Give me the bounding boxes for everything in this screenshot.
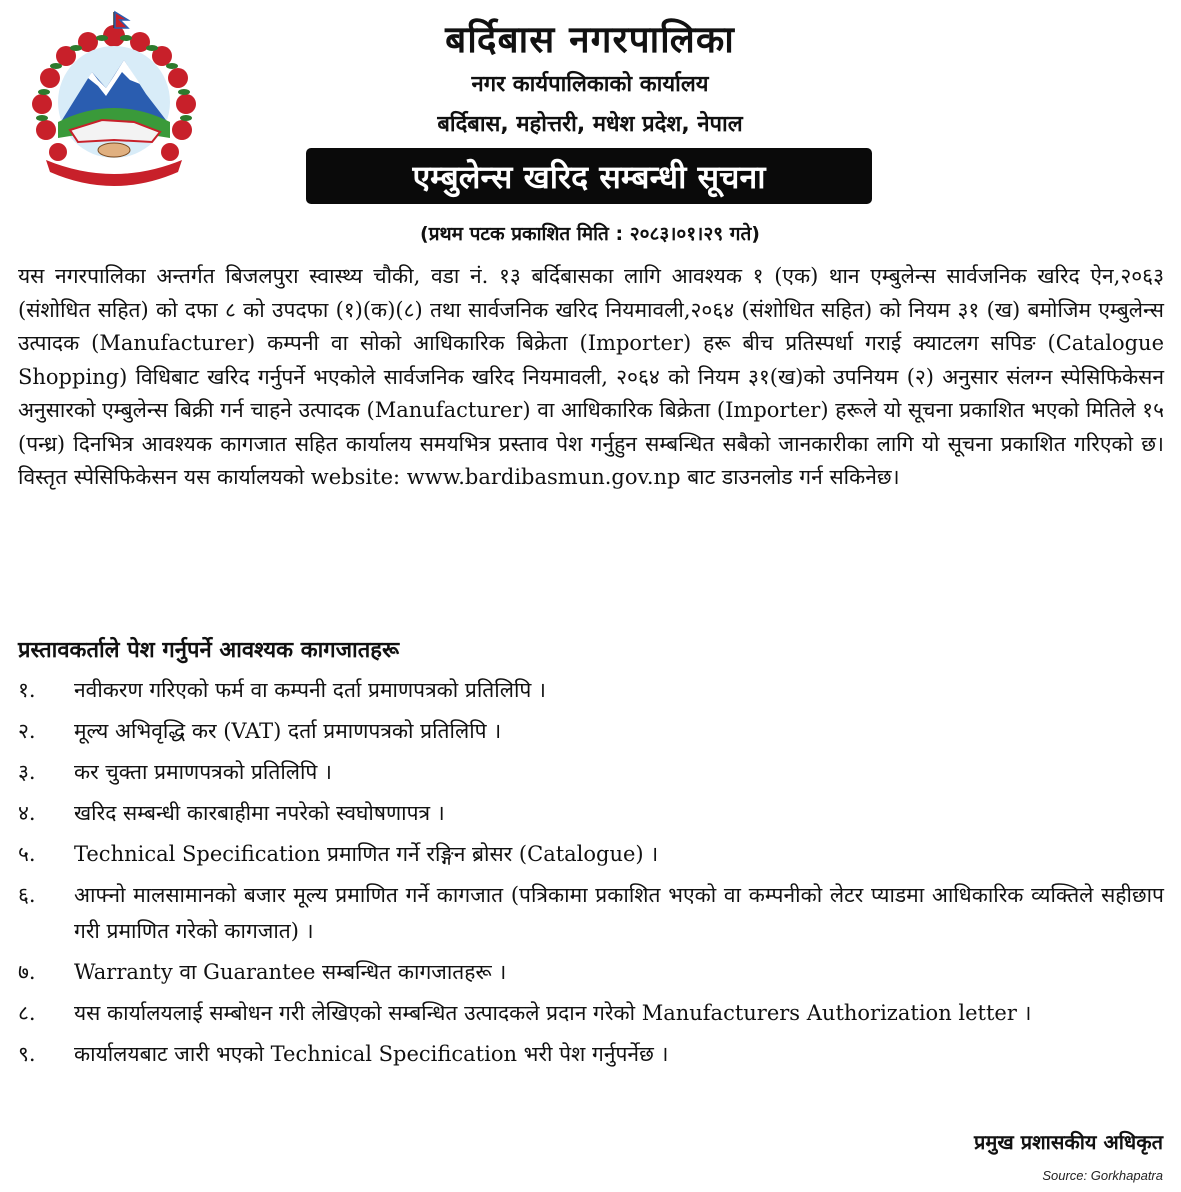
signatory-title: प्रमुख प्रशासकीय अधिकृत	[974, 1130, 1163, 1154]
list-item	[18, 995, 1164, 1031]
item-text: Warranty वा Guarantee सम्बन्धित कागजातहरू ।	[74, 960, 507, 984]
item-text: कार्यालयबाट जारी भएको Technical Specification भरी पेश गर्नुपर्नेछ ।	[74, 1042, 669, 1066]
list-item	[18, 1036, 1164, 1072]
item-number: ९.	[18, 1042, 36, 1066]
list-item	[18, 795, 1164, 831]
item-number: ४.	[18, 801, 36, 825]
item-number: १.	[18, 678, 36, 702]
item-text: Technical Specification प्रमाणित गर्ने रङ्गिन ब्रोसर (Catalogue) ।	[74, 842, 659, 866]
notice-body: यस नगरपालिका अन्तर्गत बिजलपुरा स्वास्थ्य चौकी, वडा नं. १३ बर्दिबासका लागि आवश्यक १ (एक) थान एम्बुलेन्स सार्वजनिक खरिद ऐन,२०६३ (संशोधित सहित) को दफा ८ को उपदफा (१)(क)(८) तथा सार्वजनिक खरिद नियमावली,२०६४ (संशोधित सहित) को नियम ३१ (ख) बमोजिम एम्बुलेन्स उत्पादक (Manufacturer) कम्पनी वा सोको आधिकारिक बिक्रेता (Importer) हरू बीच प्रतिस्पर्धा गराई क्याटलग सपिङ (Catalogue Shopping) विधिबाट खरिद गर्नुपर्ने भएकोले सार्वजनिक खरिद नियमावली, २०६४ को नियम ३१(ख)को उपनियम (२) अनुसार संलग्न स्पेसिफिकेसन अनुसारको एम्बुलेन्स बिक्री गर्न चाहने उत्पादक (Manufacturer) वा आधिकारिक बिक्रेता (Importer) हरूले यो सूचना प्रकाशित भएको मितिले १५ (पन्ध्र) दिनभित्र आवश्यक कागजात सहित कार्यालय समयभित्र प्रस्ताव पेश गर्नुहुन सम्बन्धित सबैको जानकारीका लागि यो सूचना प्रकाशित गरिएको छ। विस्तृत स्पेसिफिकेसन यस कार्यालयको website: www.bardibasmun.gov.np बाट डाउनलोड गर्न सकिनेछ।	[18, 264, 1164, 489]
requirements-heading: प्रस्तावकर्ताले पेश गर्नुपर्ने आवश्यक कागजातहरू	[18, 638, 400, 663]
item-number: २.	[18, 719, 36, 743]
item-number: ३.	[18, 760, 36, 784]
item-text: आफ्नो मालसामानको बजार मूल्य प्रमाणित गर्ने कागजात (पत्रिकामा प्रकाशित भएको वा कम्पनीको लेटर प्याडमा आधिकारिक व्यक्तिले सहीछाप गरी प्रमाणित गरेको कागजात) ।	[74, 883, 1164, 943]
item-text: यस कार्यालयलाई सम्बोधन गरी लेखिएको सम्बन्धित उत्पादकले प्रदान गरेको Manufacturers Authorization letter ।	[74, 1001, 1032, 1025]
item-number: ६.	[18, 883, 36, 907]
source-credit: Source: Gorkhapatra	[1042, 1168, 1163, 1183]
notice-title: एम्बुलेन्स खरिद सम्बन्धी सूचना	[306, 148, 872, 204]
org-name: बर्दिबास नगरपालिका	[445, 18, 735, 61]
list-item	[18, 954, 1164, 990]
list-item	[18, 836, 1164, 872]
list-item	[18, 877, 1164, 949]
item-text: मूल्य अभिवृद्धि कर (VAT) दर्ता प्रमाणपत्रको प्रतिलिपि ।	[74, 719, 502, 743]
item-number: ५.	[18, 842, 36, 866]
item-number: ७.	[18, 960, 36, 984]
item-number: ८.	[18, 1001, 36, 1025]
office-name: नगर कार्यपालिकाको कार्यालय	[471, 72, 709, 97]
item-text: नवीकरण गरिएको फर्म वा कम्पनी दर्ता प्रमाणपत्रको प्रतिलिपि ।	[74, 678, 546, 702]
list-item	[18, 754, 1164, 790]
requirements-list	[18, 672, 1164, 1077]
item-text: खरिद सम्बन्धी कारबाहीमा नपरेको स्वघोषणापत्र ।	[74, 801, 445, 825]
item-text: कर चुक्ता प्रमाणपत्रको प्रतिलिपि ।	[74, 760, 332, 784]
office-address: बर्दिबास, महोत्तरी, मधेश प्रदेश, नेपाल	[437, 112, 743, 137]
list-item	[18, 672, 1164, 708]
nepal-emblem-icon	[22, 10, 206, 188]
list-item	[18, 713, 1164, 749]
publication-date: (प्रथम पटक प्रकाशित मिति : २०८३।०१।२९ गते)	[420, 223, 760, 245]
